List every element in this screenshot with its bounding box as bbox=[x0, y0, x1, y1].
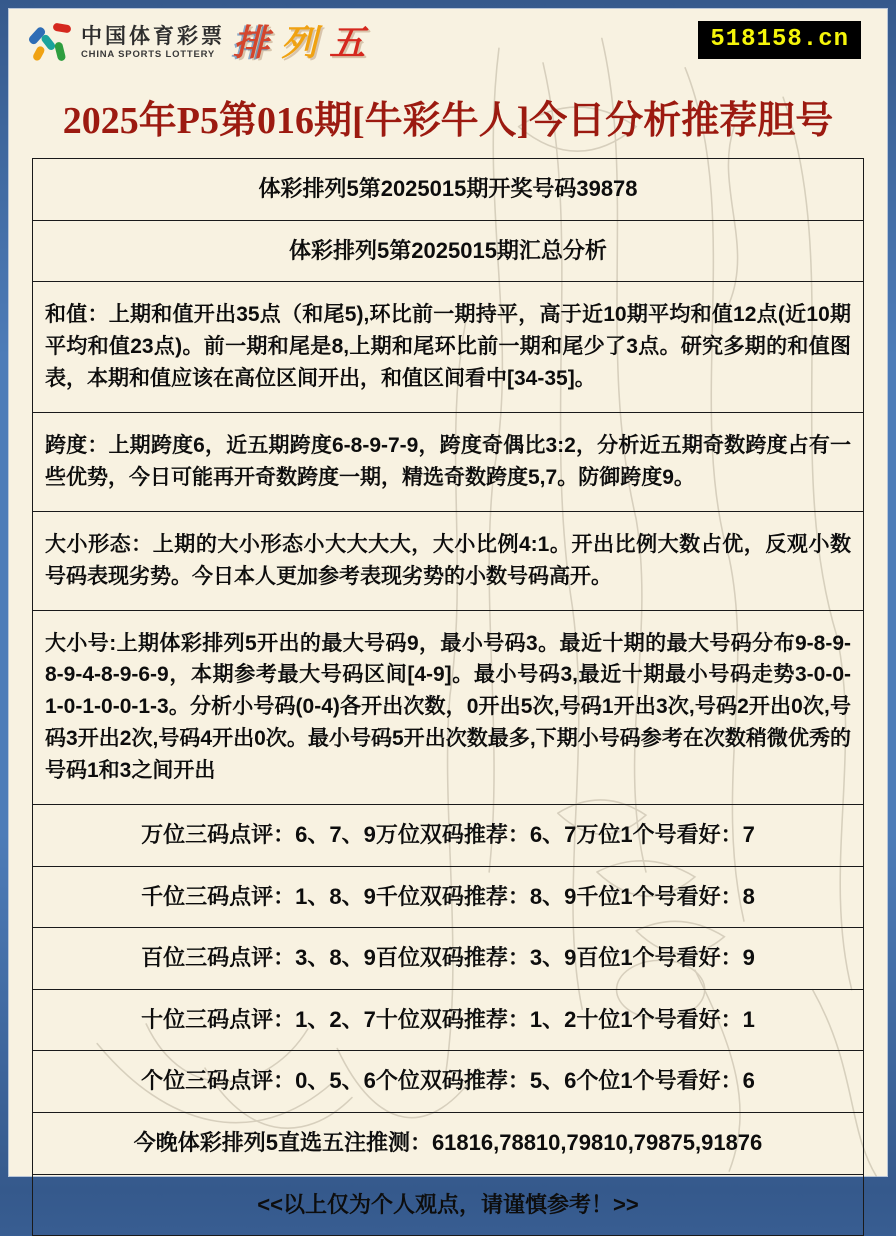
table-row bbox=[33, 282, 863, 413]
row-text: 体彩排列5第2025015期汇总分析 bbox=[289, 237, 607, 263]
row-text: 百位三码点评：3、8、9百位双码推荐：3、9百位1个号看好：9 bbox=[141, 945, 755, 971]
sports-lottery-figure-icon bbox=[29, 21, 75, 65]
row-text: 大小号:上期体彩排列5开出的最大号码9，最小号码3。最近十期的最大号码分布9-8-9-8-9-4-8-9-6-9，本期参考最大号码区间[4-9]。最小号码3,最近十期最小号码走势3-0-0-1-0-1-0-0-1-3。分析小号码(0-4)各开出次数，0开出5次,号码1开出3次,号码2开出0次,号码3开出2次,号码4开出0次。最小号码5开出次数最多,下期小号码参考在次数稍微优秀的号码1和3之间开出 bbox=[45, 631, 851, 783]
row-text: 和值：上期和值开出35点（和尾5),环比前一期持平，高于近10期平均和值12点(近10期平均和值23点)。前一期和尾是8,上期和尾环比前一期和尾少了3点。研究多期的和值图表，本期和值应该在高位区间开出，和值区间看中[34-35]。 bbox=[45, 303, 851, 390]
row-text: 跨度：上期跨度6，近五期跨度6-8-9-7-9，跨度奇偶比3:2，分析近五期奇数跨度占有一些优势，今日可能再开奇数跨度一期，精选奇数跨度5,7。防御跨度9。 bbox=[45, 433, 851, 489]
row-text: 万位三码点评：6、7、9万位双码推荐：6、7万位1个号看好：7 bbox=[141, 822, 755, 848]
row-text: 个位三码点评：0、5、6个位双码推荐：5、6个位1个号看好：6 bbox=[141, 1068, 755, 1094]
table-row bbox=[33, 990, 863, 1052]
logo-names bbox=[81, 26, 225, 60]
row-text: 今晚体彩排列5直选五注推测：61816,78810,79810,79875,91876 bbox=[133, 1130, 763, 1156]
page-title: 2025年P5第016期[牛彩牛人]今日分析推荐胆号 bbox=[62, 100, 834, 142]
table-row bbox=[33, 928, 863, 990]
row-text: 千位三码点评：1、8、9千位双码推荐：8、9千位1个号看好：8 bbox=[141, 883, 755, 909]
analysis-table bbox=[32, 158, 864, 1236]
lottery-analysis-page bbox=[8, 8, 888, 1217]
row-text: 大小形态：上期的大小形态小大大大大，大小比例4:1。开出比例大数占优，反观小数号码表现劣势。今日本人更加参考表现劣势的小数号码高开。 bbox=[45, 532, 851, 588]
brand-char-lie: 列 bbox=[281, 22, 319, 63]
logo-english-name: CHINA SPORTS LOTTERY bbox=[81, 49, 216, 61]
table-row bbox=[33, 1051, 863, 1113]
table-row bbox=[33, 805, 863, 867]
table-row bbox=[33, 221, 863, 283]
table-row bbox=[33, 512, 863, 611]
logo-chinese-name: 中国体育彩票 bbox=[81, 25, 225, 49]
table-row bbox=[33, 1113, 863, 1175]
row-text: 体彩排列5第2025015期开奖号码39878 bbox=[258, 176, 638, 201]
table-row bbox=[33, 413, 863, 512]
row-text: <<以上仅为个人观点，请谨慎参考！>> bbox=[257, 1191, 639, 1217]
table-row bbox=[33, 1175, 863, 1236]
site-watermark-badge: 518158.cn bbox=[698, 21, 861, 59]
brand-char-wu: 五 bbox=[329, 22, 367, 63]
china-sports-lottery-logo bbox=[29, 21, 366, 65]
table-row bbox=[33, 867, 863, 929]
brand-char-pai: 排 bbox=[233, 22, 271, 63]
table-row bbox=[33, 611, 863, 806]
row-text: 十位三码点评：1、2、7十位双码推荐：1、2十位1个号看好：1 bbox=[141, 1006, 755, 1032]
table-row bbox=[33, 159, 863, 221]
page-header bbox=[9, 9, 887, 79]
pailie-five-brand-logo bbox=[233, 22, 367, 63]
